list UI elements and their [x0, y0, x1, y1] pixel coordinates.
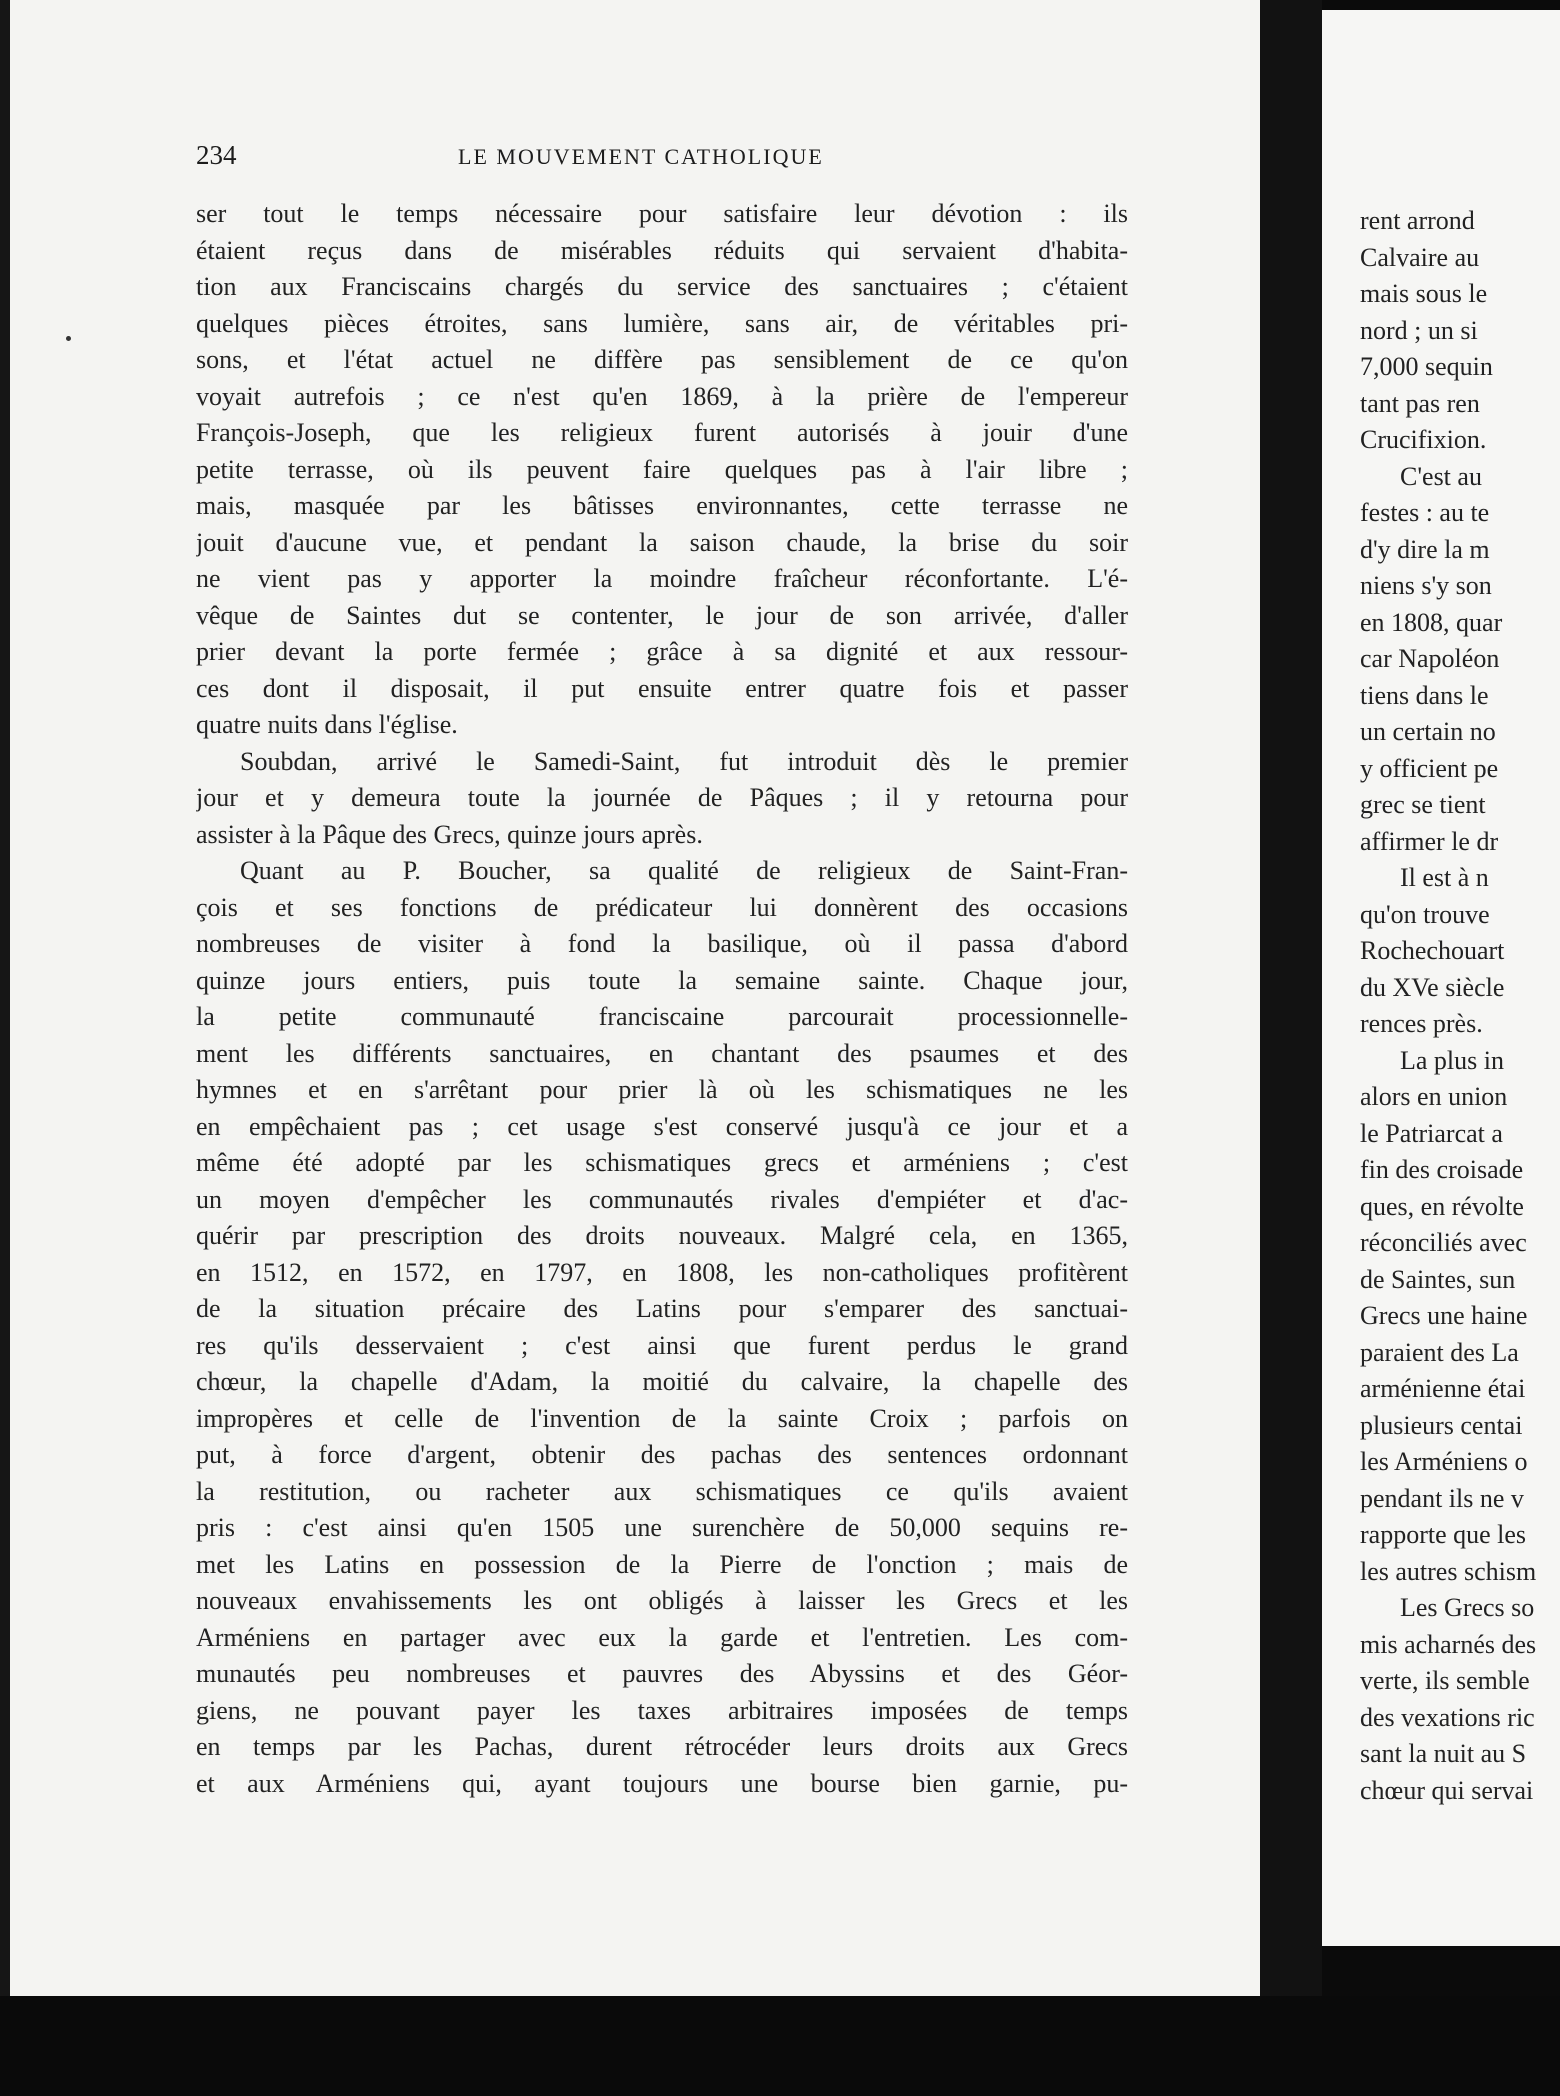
- text-line: paraient des La: [1360, 1337, 1519, 1367]
- text-line: rapporte que les: [1360, 1520, 1527, 1549]
- text-line: nouveaux envahissements les ont obligés à laisser les Grecs et les: [196, 1586, 1128, 1615]
- text-line: les Arméniens o: [1360, 1447, 1528, 1476]
- text-line: un certain no: [1360, 717, 1496, 746]
- text-line: jouit d'aucune vue, et pendant la saison chaude, la brise du soir: [196, 527, 1128, 557]
- text-line: grec se tient: [1360, 790, 1486, 819]
- text-line: Quant au P. Boucher, sa qualité de religieux de Saint-Fran-: [240, 856, 1128, 885]
- text-line: jour et y demeura toute la journée de Pâques ; il y retourna pour: [196, 783, 1128, 812]
- text-line: alors en union: [1360, 1082, 1508, 1111]
- text-line: d'y dire la m: [1360, 534, 1490, 564]
- right-page-body: [1360, 203, 1560, 1809]
- text-line: Crucifixion.: [1360, 425, 1487, 454]
- text-line: étaient reçus dans de misérables réduits qui servaient d'habita-: [196, 235, 1128, 265]
- text-line: tion aux Franciscains chargés du service des sanctuaires ; c'étaient: [196, 272, 1128, 301]
- text-line: ques, en révolte: [1360, 1191, 1524, 1221]
- text-line: car Napoléon: [1360, 644, 1500, 673]
- text-line: nord ; un si: [1360, 315, 1478, 345]
- text-line: arménienne étai: [1360, 1374, 1526, 1403]
- text-line: prier devant la porte fermée ; grâce à sa dignité et aux ressour-: [196, 637, 1128, 666]
- text-line: en empêchaient pas ; cet usage s'est conservé jusqu'à ce jour et a: [196, 1111, 1128, 1141]
- text-line: petite terrasse, où ils peuvent faire quelques pas à l'air libre ;: [196, 454, 1128, 484]
- text-line: tant pas ren: [1360, 388, 1480, 418]
- text-line: C'est au: [1400, 461, 1482, 491]
- text-line: de la situation précaire des Latins pour s'emparer des sanctuai-: [196, 1294, 1128, 1323]
- text-line: en temps par les Pachas, durent rétrocéder leurs droits aux Grecs: [196, 1732, 1128, 1761]
- text-line: réconciliés avec: [1360, 1228, 1527, 1257]
- text-line: plusieurs centai: [1360, 1410, 1523, 1440]
- text-line: en 1512, en 1572, en 1797, en 1808, les non-catholiques profitèrent: [196, 1257, 1128, 1287]
- text-line: Soubdan, arrivé le Samedi-Saint, fut introduit dès le premier: [240, 746, 1128, 776]
- text-line: Les Grecs so: [1400, 1593, 1535, 1622]
- text-line: impropères et celle de l'invention de la sainte Croix ; parfois on: [196, 1403, 1128, 1433]
- text-line: sons, et l'état actuel ne diffère pas sensiblement de ce qu'on: [196, 345, 1128, 374]
- text-line: même été adopté par les schismatiques grecs et arméniens ; c'est: [196, 1148, 1128, 1177]
- text-line: quelques pièces étroites, sans lumière, sans air, de véritables pri-: [196, 308, 1128, 338]
- text-line: rences près.: [1360, 1009, 1483, 1038]
- text-line: pris : c'est ainsi qu'en 1505 une surenchère de 50,000 sequins re-: [196, 1513, 1128, 1542]
- text-line: put, à force d'argent, obtenir des pachas des sentences ordonnant: [196, 1440, 1128, 1469]
- text-line: ser tout le temps nécessaire pour satisfaire leur dévotion : ils: [196, 199, 1128, 228]
- text-line: en 1808, quar: [1360, 607, 1503, 637]
- text-line: quérir par prescription des droits nouveaux. Malgré cela, en 1365,: [196, 1221, 1128, 1250]
- text-line: nombreuses de visiter à fond la basilique, où il passa d'abord: [196, 929, 1128, 958]
- text-line: fin des croisade: [1360, 1155, 1524, 1184]
- text-line: quatre nuits dans l'église.: [196, 710, 458, 739]
- text-line: quinze jours entiers, puis toute la semaine sainte. Chaque jour,: [196, 965, 1128, 995]
- text-line: 7,000 sequin: [1360, 352, 1493, 381]
- page-number: 234: [196, 140, 237, 170]
- text-line: vêque de Saintes dut se contenter, le jour de son arrivée, d'aller: [196, 600, 1128, 630]
- text-line: des vexations ric: [1360, 1702, 1535, 1732]
- right-page: [1322, 10, 1560, 1946]
- text-line: Arméniens en partager avec eux la garde et l'entretien. Les com-: [196, 1622, 1128, 1652]
- text-line: chœur, la chapelle d'Adam, la moitié du calvaire, la chapelle des: [196, 1367, 1128, 1396]
- text-line: sant la nuit au S: [1360, 1739, 1527, 1768]
- scan-bottom-edge: [0, 1996, 1560, 2096]
- text-line: giens, ne pouvant payer les taxes arbitraires imposées de temps: [196, 1695, 1128, 1725]
- text-line: Grecs une haine: [1360, 1301, 1528, 1330]
- text-line: pendant ils ne v: [1360, 1483, 1524, 1513]
- text-line: ment les différents sanctuaires, en chantant des psaumes et des: [196, 1038, 1128, 1068]
- text-line: çois et ses fonctions de prédicateur lui donnèrent des occasions: [196, 892, 1128, 922]
- text-line: verte, ils semble: [1360, 1666, 1530, 1695]
- text-line: mais, masquée par les bâtisses environnantes, cette terrasse ne: [196, 491, 1128, 520]
- text-line: de Saintes, sun: [1360, 1264, 1516, 1294]
- text-line: et aux Arméniens qui, ayant toujours une bourse bien garnie, pu-: [196, 1768, 1128, 1798]
- text-line: chœur qui servai: [1360, 1775, 1534, 1805]
- text-line: la petite communauté franciscaine parcourait processionnelle-: [196, 1002, 1128, 1031]
- text-line: qu'on trouve: [1360, 899, 1490, 929]
- text-line: du XVe siècle: [1360, 972, 1505, 1002]
- text-line: mis acharnés des: [1360, 1629, 1537, 1659]
- text-line: un moyen d'empêcher les communautés rivales d'empiéter et d'ac-: [196, 1184, 1128, 1214]
- text-line: tiens dans le: [1360, 680, 1489, 710]
- text-line: affirmer le dr: [1360, 826, 1499, 856]
- text-line: Il est à n: [1400, 863, 1489, 892]
- text-line: La plus in: [1400, 1045, 1504, 1075]
- text-line: mais sous le: [1360, 279, 1488, 308]
- text-line: rent arrond: [1360, 206, 1475, 235]
- text-line: la restitution, ou racheter aux schismatiques ce qu'ils avaient: [196, 1476, 1128, 1506]
- text-line: le Patriarcat a: [1360, 1118, 1503, 1148]
- text-line: Rochechouart: [1360, 936, 1505, 965]
- book-gutter: [1260, 0, 1322, 2096]
- scan-speck: [66, 336, 71, 341]
- text-line: festes : au te: [1360, 498, 1490, 527]
- text-line: voyait autrefois ; ce n'est qu'en 1869, à la prière de l'empereur: [196, 381, 1128, 411]
- text-line: res qu'ils desservaient ; c'est ainsi que furent perdus le grand: [196, 1330, 1128, 1360]
- text-line: Calvaire au: [1360, 242, 1480, 272]
- text-line: hymnes et en s'arrêtant pour prier là où les schismatiques ne les: [196, 1075, 1128, 1104]
- left-page-body: [196, 196, 1128, 1802]
- text-line: ces dont il disposait, il put ensuite entrer quatre fois et passer: [196, 673, 1128, 703]
- text-line: met les Latins en possession de la Pierre de l'onction ; mais de: [196, 1549, 1128, 1579]
- text-line: munautés peu nombreuses et pauvres des Abyssins et des Géor-: [196, 1659, 1128, 1688]
- text-line: François-Joseph, que les religieux furent autorisés à jouir d'une: [196, 418, 1128, 447]
- text-line: les autres schism: [1360, 1556, 1537, 1586]
- running-head: LE MOUVEMENT CATHOLIQUE: [458, 144, 824, 169]
- text-line: y officient pe: [1360, 753, 1499, 783]
- text-line: assister à la Pâque des Grecs, quinze jours après.: [196, 819, 703, 849]
- text-line: ne vient pas y apporter la moindre fraîcheur réconfortante. L'é-: [196, 564, 1128, 593]
- text-line: niens s'y son: [1360, 571, 1492, 600]
